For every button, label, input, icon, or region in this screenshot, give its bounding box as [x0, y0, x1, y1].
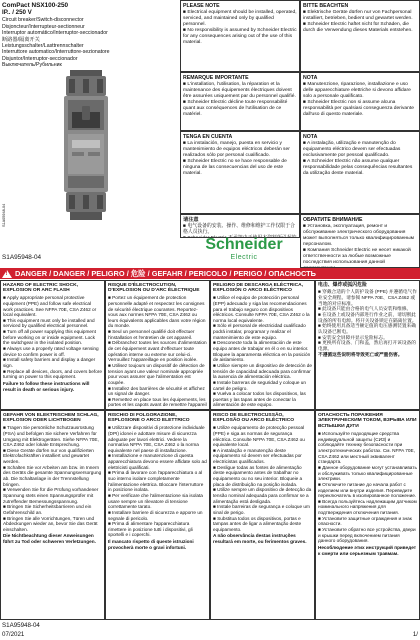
- danger-banner: [0, 268, 420, 279]
- hazard-body: ■ Portez un équipement de protection personnelle adapté et respectez les consignes de sécurité électrique courantes. Reportez-vous aux normes NFPA 70E, CSA Z462 ou leurs équivalents applicables dans votre région du monde. ■ Seul un personnel qualifié doit effectuer l'installation et l'entretien de cet appareil. ■ Débranchez toutes les sources d'alimentation de cet équipement avant d'effectuer toute opération interne ou externe sur celui-ci. Verrouillez l'appareillage en position isolée. ■ Utilisez toujours un dispositif de détection de tension ayant une valeur nominale appropriée pour vous assurer que l'alimentation est coupée. ■ Installez des barrières de sécurité et affichez un signal de danger. ■ Remettez en place tous les équipements, les portes et les capots avant de remettre l'appareil: [108, 295, 207, 408]
- product-descriptions: Circuit breaker/Switch-disconnector Disjoncteur/Interrupteur-sectionneur Interruptor automático/Interruptor-seccionador 断路器/隔离开关 Leistungsschalter/Lasttrennschalter Interruttore automatico/Interruttore-sezionatore Disjuntor/Interruptor-seccionador Выключатель/Рубильник: [2, 17, 110, 68]
- image-code: S1A05948-04: [2, 203, 6, 227]
- notice-body: ■ Electrical equipment should be installed, operated, serviced, and maintained only by qualified personnel. ■ No responsibility is assumed by Schneider Electric for any consequences arising out of the use of this material.: [183, 9, 297, 45]
- brand-logo: [190, 236, 298, 266]
- footer-page: 1/: [412, 631, 418, 638]
- hazard-body: ■ Utilize equipamento de protecção pessoal (PPE) e siga as normas de segurança eléctrica. Consulte NFPA 70E, CSA Z462 ou equivalente local. ■ A instalação e manutenção deste equipamento só devem ser efectuadas por electricistas qualificados. ■ Desligue todas as fontes de alimentação deste equipamento antes de trabalhar no equipamento ou no seu interior. Bloqueie a placa de distribuição na posição isolada. ■ Utilize sempre um dispositivo de detecção da tensão nominal adequada para confirmar se a alimentação está desligada. ■ Instale barreiras de segurança e coloque um sinal de perigo. ■ Substitua todos os dispositivos, portas e tampas antes de ligar a alimentação deste equipamento.: [213, 425, 312, 532]
- notice-title: NOTA: [303, 133, 318, 140]
- hazard-title: RISQUE D'ÉLECTROCUTION, D'EXPLOSION OU D'ARC ÉLECTRIQUE: [108, 282, 200, 294]
- brand-sub: Electric: [230, 254, 258, 261]
- hazard-zh: [315, 280, 420, 410]
- notice-zh: [180, 214, 300, 238]
- notice-body: ■ La instalación, manejo, puesta en servicio y mantenimiento de equipos eléctricos deberán ser realizados sólo por personal cualificado. ■ Schneider Electric no se hace responsable de ninguna de las consecuencias del uso de este material.: [183, 140, 290, 176]
- notice-nota-it: [300, 72, 420, 131]
- hazard-title: HAZARD OF ELECTRIC SHOCK, EXPLOSION OR ARC FLASH: [3, 282, 78, 294]
- notice-title: 请注意: [183, 216, 199, 223]
- notice-title: ОБРАТИТЕ ВНИМАНИЕ: [303, 216, 363, 223]
- hazard-it: [105, 410, 210, 620]
- hazard-footer: Несоблюдение этих инструкций приведет к смерти или серьезным травмам.: [318, 544, 417, 556]
- hazard-title: 电击、爆炸或弧闪危险: [318, 282, 367, 288]
- warning-triangle-icon: [2, 270, 12, 278]
- product-line: ComPact NSX100-250: [2, 2, 69, 9]
- hazard-footer: Failure to follow these instructions will result in death or serious injury.: [3, 380, 90, 392]
- document-code-top: S1A95948-04: [2, 254, 42, 261]
- notice-bitte-beachten: [300, 0, 420, 72]
- hazard-footer: A não observância destas instruções resultará em morte, ou ferimentos graves.: [213, 533, 307, 545]
- hazard-es: [210, 280, 315, 410]
- hazard-fr: [105, 280, 210, 410]
- notice-ru: [300, 214, 420, 268]
- hazard-pt: [210, 410, 315, 620]
- product-image: [60, 68, 112, 222]
- notice-please-note: [180, 0, 300, 72]
- footer-doc-code: S1A95948-04: [2, 622, 40, 629]
- hazard-title: RISCO DE ELECTROCUSSÃO, EXPLOSÃO OU ARCO ELÉCTRICO: [213, 412, 295, 424]
- notice-remarque-importante: [180, 72, 300, 131]
- hazard-ru: [315, 410, 420, 620]
- hazard-title: GEFAHR VON ELEKTRISCHEM SCHLAG, EXPLOSION ODER LICHTBOGEN: [3, 412, 99, 424]
- hazard-de: [0, 410, 105, 620]
- notice-body: ■ Elektrische Geräte dürfen nur von Fachpersonal installiert, betrieben, bedient und gewartet werden. ■ Schneider Electric haftet nicht für Schäden, die durch die Verwendung dieses Materials entstehen.: [303, 9, 413, 33]
- notice-title: BITTE BEACHTEN: [303, 2, 349, 9]
- hazard-body: ■ 穿戴合适的个人防护设备 (PPE) 并遵循电气作业安全规程。请参阅 NFPA 70E、CSA Z462 或当地的对应标准。 ■ 此设备只能由合格的电气人员安装和维修。 ■ 在设备上或设备内部进行作业之前，请切断此设备的所有电源。将开关设备锁定在隔离位置。 ■ 始终使用具备适当额定值的电压感测装置来确认设备已断电。 ■ 安装安全屏障并显示危险标志。 ■ 更换所有设备、门和盖，然后再打开该设备的电源。: [318, 289, 417, 351]
- notice-tenga-en-cuenta: [180, 131, 300, 214]
- notice-body: ■ L'installation, l'utilisation, la réparation et la maintenance des équipements électriques doivent être assurées uniquement par du personnel qualifié. ■ Schneider Electric décline toute responsabilité quant aux conséquences de l'utilisation de ce matériel.: [183, 81, 296, 117]
- footer-date: 07/2021: [2, 631, 25, 638]
- hazard-body: ■ Utilizzare dispositivi di protezione individuale (DPI) idonei e adottare misure di sicurezza adeguate per lavori elettrici. Vedere la normativa NFPA 70E, CSA Z462 o la norma equivalente nel paese di installazione. ■ Installazione e manutenzione di questa apparecchiatura devono essere affidate solo ad elettricisti qualificati. ■ Prima di lavorare con l'apparecchiatura o al suo interno isolare completamente l'alimentazione elettrica. Bloccare l'interruttore in posizione isolata. ■ Per verificare che l'alimentazione sia isolata usare sempre un rilevatore di tensione correttamente tarato. ■ Installare barriere di sicurezza e apporre un segnale di pericolo. ■ Prima di alimentare l'apparecchiatura rimettere in posizione tutti i dispositivi, gli sportelli e i coperchi.: [108, 425, 207, 538]
- hazard-footer: Il mancato rispetto di queste istruzioni provocherà morte o gravi infortuni.: [108, 539, 194, 550]
- danger-banner-text: DANGER / DANGER / PELIGRO / 危险 / GEFAHR / PERICOLO / PERIGO / ОПАСНОСТЬ: [15, 269, 316, 278]
- hazard-title: RISCHIO DI FOLGORAZIONE, ESPLOSIONE O ARCO ELETTRICO: [108, 412, 190, 424]
- hazard-footer: 不遵循这些说明将导致死亡或严重伤害。: [318, 352, 403, 358]
- brand-name: Schneider: [205, 236, 283, 253]
- rating: IP.. / 250 V: [2, 9, 32, 17]
- notice-title: TENGA EN CUENTA: [183, 133, 233, 140]
- notice-nota-pt: [300, 131, 420, 214]
- hazard-body: ■ Tragen Sie persönliche Schutzausrüstung (PSA) und befolgen Sie sichere Verfahren für Umgang mit Elektrogeräten. Siehe NFPA 70E, CSA Z462 oder lokale Entsprechung. ■ Diese Geräte dürfen nur von qualifizierten Elektrofachkräften installiert und gewartet werden. ■ Schalten Sie vor Arbeiten am bzw. im Innern des Geräts die gesamte Spannungsversorgung ab. Die Schaltanlage in der Trennstellung bringen. ■ Verwenden Sie für die Prüfung vorhandener Spannung stets einen Spannungsprüfer mit zutreffender Bemessungsspannung. ■ Bringen Sie Sicherheitsbarrieren und ein Gefahrenschild an. ■ Bringen Sie alle Vorrichtungen, Türen und Abdeckungen wieder an, bevor Sie das Gerät einschalten.: [3, 425, 102, 532]
- notice-title: REMARQUE IMPORTANTE: [183, 74, 249, 81]
- notice-body: ■ 电气设备的安装、操作、维修和维护工作仅限于合格人员执行。: [183, 223, 295, 235]
- hazard-footer: Die Nichtbeachtung dieser Anweisungen führt zu Tod oder schweren Verletzungen.: [3, 533, 96, 545]
- hazard-title: PELIGRO DE DESCARGA ELÉCTRICA, EXPLOSIÓN O ARCO ELÉCTRICO: [213, 282, 304, 294]
- notice-body: ■ Установка, эксплуатация, ремонт и обслуживание электрического оборудования может выполняться только квалифицированным персоналом. ■ Компания Schneider Electric не несет никакой ответственности за любые возможные последствия использования данной: [303, 223, 415, 265]
- hazard-body: ■ Используйте подходящие средства индивидуальной защиты (СИЗ) и соблюдайте технику безопасности при электротехнических работах. См. NFPA 70E, CSA Z462 или местный эквивалент стандарта. ■ Данное оборудование могут устанавливать и обслуживать только квалифицированные электрики. ■ Отключите питание до начала работ с изделием или внутри изделия. Переведите переключатель в изолированное положение. ■ Всегда пользуйтесь надлежащим датчиком номинального напряжения для подтверждения отключения питания. ■ Установите защитные ограждения и знак опасности. ■ Установите обратно все устройства, двери и крышки перед включением питания данного оборудования.: [318, 431, 417, 544]
- hazard-en: [0, 280, 105, 410]
- circuit-breaker-illustration: [60, 68, 112, 222]
- notice-title: PLEASE NOTE: [183, 2, 220, 9]
- notice-body: ■ Manutenzione, riparazione, installazione e uso delle apparecchiature elettriche si devono affidare solo a personale qualificato. ■ Schneider Electric non si assume alcuna responsabilità per qualsiasi conseguenza derivante dall'uso di questo materiale.: [303, 81, 414, 117]
- hazard-body: ■ Utilice el equipo de protección personal (EPP) adecuado y siga las recomendaciones para el trabajo seguro con dispositivos eléctricos. Consulte NFPA 70E, CSA Z462 o la norma local equivalente. ■ Sólo el personal de electricidad cualificado podrá instalar, programar y realizar el mantenimiento de este equipo. ■ Desconecte toda la alimentación de este equipo antes de trabajar en él o en su interior. Bloquee la aparamenta eléctrica en la posición de aislamiento. ■ Utilice siempre un dispositivo de detección de tensión de capacidad adecuada para confirmar la ausencia de alimentación eléctrica. ■ Instale barreras de seguridad y coloque un cartel de peligro. ■ Vuelva a colocar todos los dispositivos, las puertas y las tapas antes de conectar la alimentación de este equipo.: [213, 295, 312, 408]
- notice-title: NOTA: [303, 74, 318, 81]
- notice-body: ■ A instalação, utilização e manutenção do equipamento eléctrico devem ser efectuadas exclusivamente por pessoal qualificado. ■ A Schneider Electric não assume qualquer responsabilidade pelas consequências resultantes da utilização deste material.: [303, 140, 413, 176]
- hazard-title: ОПАСНОСТЬ ПОРАЖЕНИЯ ЭЛЕКТРИЧЕСКИМ ТОКОМ, ВЗРЫВА ИЛИ ВСПЫШКИ ДУГИ: [318, 412, 417, 430]
- hazard-body: ■ Apply appropriate personal protective equipment (PPE) and follow safe electrical work practices. See NFPA 70E, CSA Z462 or local equivalent. ■ This equipment must only be installed and serviced by qualified electrical personnel. ■ Turn off all power supplying this equipment before working on or inside equipment. Lock the switchgear in the isolated position. ■ Always use a properly rated voltage sensing device to confirm power is off. ■ Install safety barriers and display a danger sign. ■ Replace all devices, doors, and covers before turning on power to this equipment.: [3, 295, 102, 380]
